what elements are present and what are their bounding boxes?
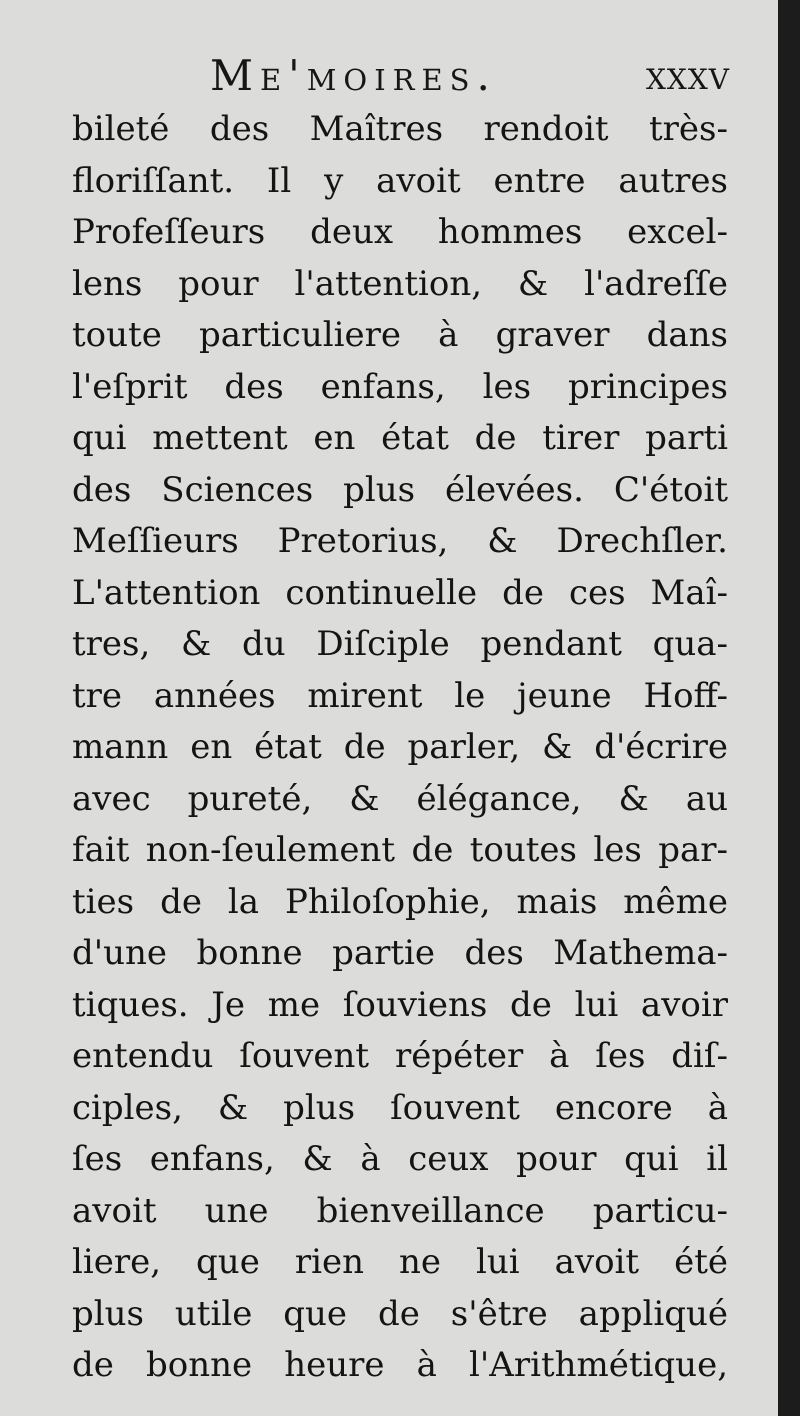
text-line: qui mettent en état de tirer parti — [72, 418, 728, 458]
body-text — [72, 104, 728, 1392]
text-line: l'eſprit des enfans, les principes — [72, 366, 728, 407]
text-line: fait non-ſeulement de toutes les par- — [72, 830, 728, 870]
text-line: ciples, & plus ſouvent encore à — [72, 1087, 728, 1128]
text-line: plus utile que de s'être appliqué — [72, 1293, 728, 1334]
text-line: toute particuliere à graver dans — [72, 315, 728, 355]
page-edge-shadow — [778, 0, 800, 1416]
text-line: ties de la Philoſophie, mais même — [72, 881, 728, 922]
text-line: lens pour l'attention, & l'adreſſe — [72, 263, 728, 304]
text-line: entendu ſouvent répéter à ſes diſ- — [72, 1036, 728, 1076]
text-line: liere, que rien ne lui avoit été — [72, 1242, 728, 1282]
text-line: L'attention continuelle de ces Maî- — [72, 572, 728, 613]
text-line: ſes enfans, & à ceux pour qui il — [72, 1139, 728, 1179]
text-line: Profeſſeurs deux hommes excel- — [72, 212, 728, 252]
text-line: mann en état de parler, & d'écrire — [72, 727, 728, 767]
text-line: avoit une bienveillance particu- — [72, 1190, 728, 1231]
text-line: tre années mirent le jeune Hoff- — [72, 675, 728, 716]
page-header — [210, 48, 730, 104]
text-line: des Sciences plus élevées. C'étoit — [72, 469, 728, 510]
page-number: xxxv — [645, 53, 730, 99]
text-line: bileté des Maîtres rendoit très- — [72, 109, 728, 149]
text-line: tres, & du Diſciple pendant qua- — [72, 624, 728, 664]
text-line: d'une bonne partie des Mathema- — [72, 933, 728, 973]
text-line: tiques. Je me ſouviens de lui avoir — [72, 984, 728, 1025]
running-head: Me'moires. — [210, 51, 497, 100]
text-line: Meſſieurs Pretorius, & Drechſler. — [72, 521, 728, 561]
text-line: avec pureté, & élégance, & au — [72, 778, 728, 819]
text-line: de bonne heure à l'Arithmétique, — [72, 1345, 728, 1385]
text-line: floriſſant. Il y avoit entre autres — [72, 160, 728, 201]
